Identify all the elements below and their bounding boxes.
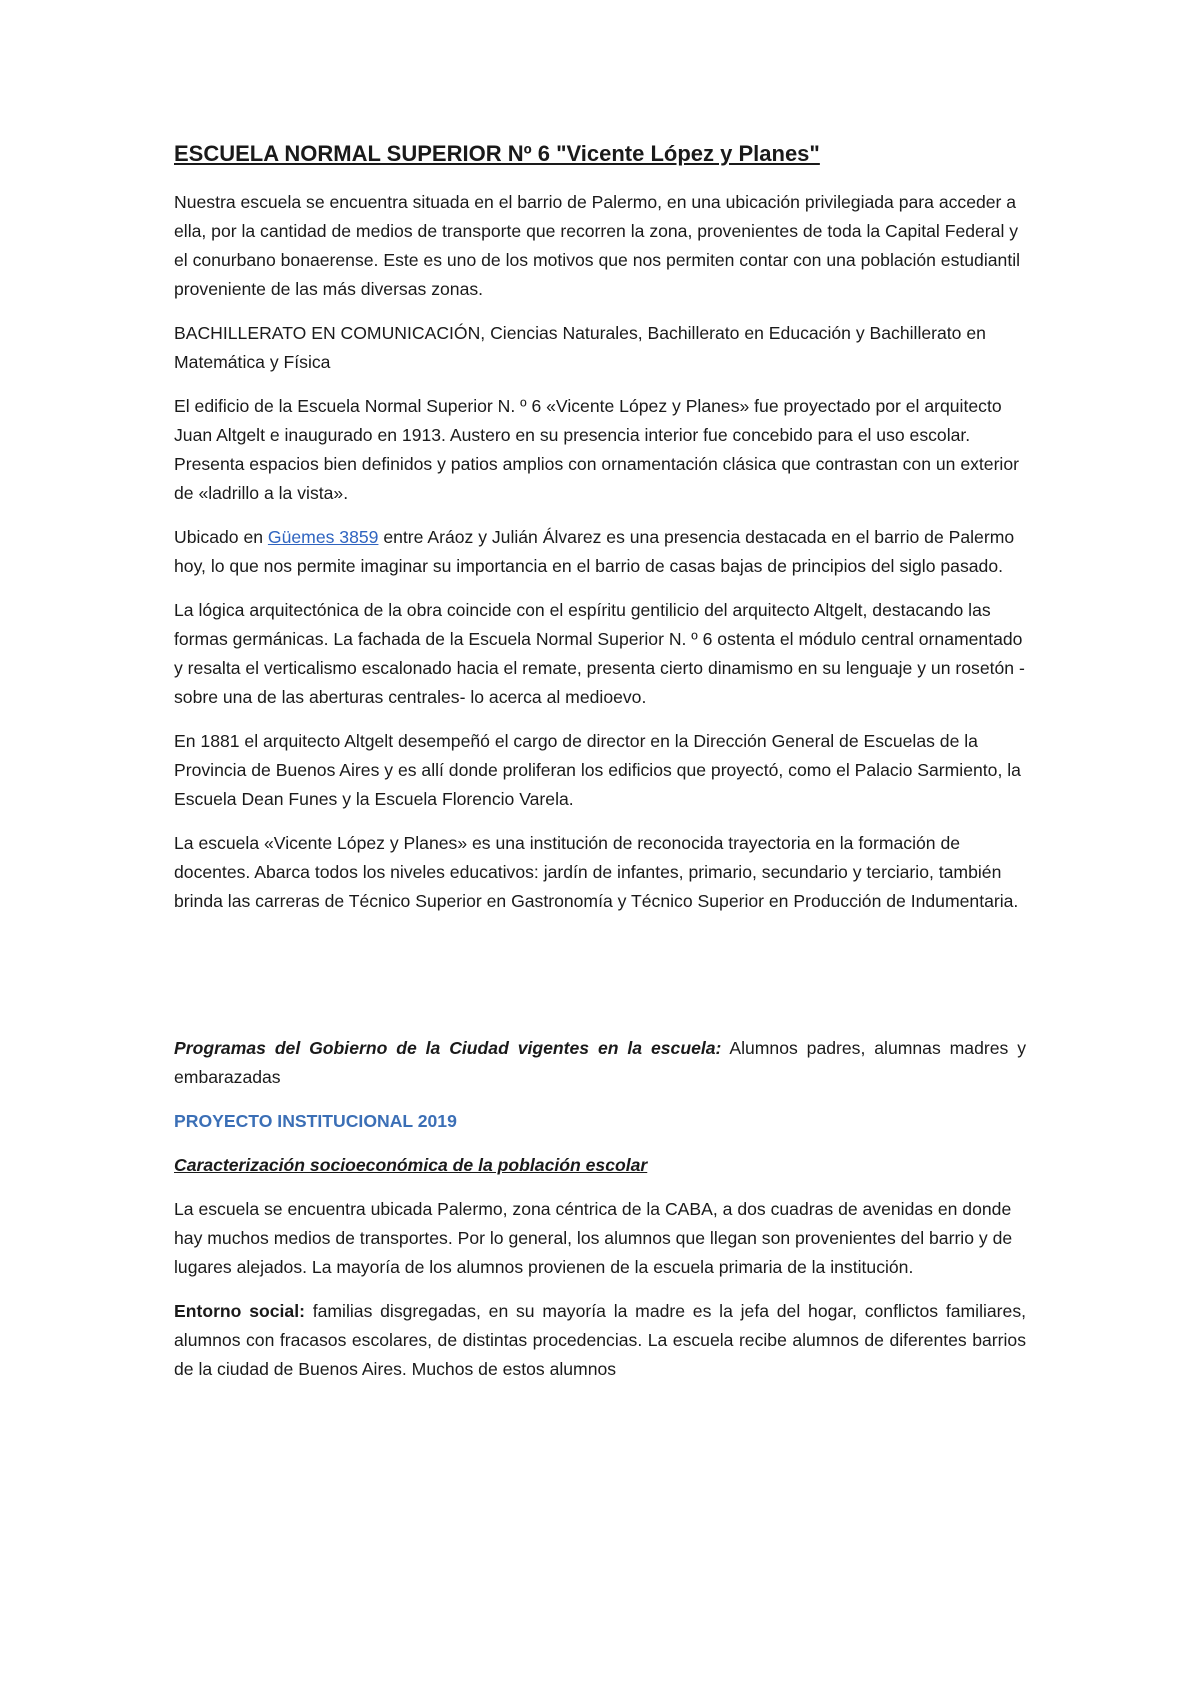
programs-text: Alumnos padres, alumnas madres y embarazadas bbox=[174, 1038, 1026, 1087]
intro-paragraph: Nuestra escuela se encuentra situada en el barrio de Palermo, en una ubicación privilegiada para acceder a ella, por la cantidad de medios de transporte que recorren la zona, provenientes de toda la Capital Federal y el conurbano bonaerense. Este es uno de los motivos que nos permiten contar con una población estudiantil proveniente de las más diversas zonas. bbox=[174, 192, 1021, 299]
socio-heading: Caracterización socioeconómica de la población escolar bbox=[174, 1155, 648, 1175]
social-text: familias disgregadas, en su mayoría la madre es la jefa del hogar, conflictos familiares, alumnos con fracasos escolares, de distintas procedencias. La escuela recibe alumnos de diferentes barrios de la ciudad de Buenos Aires. Muchos de estos alumnos bbox=[174, 1301, 1027, 1379]
project-heading: PROYECTO INSTITUCIONAL 2019 bbox=[174, 1111, 457, 1131]
programs-paragraph bbox=[174, 1034, 1026, 1092]
socio-paragraph: La escuela se encuentra ubicada Palermo, zona céntrica de la CABA, a dos cuadras de avenidas en donde hay muchos medios de transportes. Por lo general, los alumnos que llegan son provenientes del barrio y de lugares alejados. La mayoría de los alumnos provienen de la escuela primaria de la institución. bbox=[174, 1199, 1013, 1277]
address-link[interactable]: Güemes 3859 bbox=[267, 527, 379, 547]
institution-paragraph: La escuela «Vicente López y Planes» es una institución de reconocida trayectoria en la formación de docentes. Abarca todos los niveles educativos: jardín de infantes, primario, secundario y terciario, también brinda las carreras de Técnico Superior en Gastronomía y Técnico Superior en Producción de Indumentaria. bbox=[174, 833, 1019, 911]
social-paragraph bbox=[174, 1297, 1026, 1384]
orientations-paragraph: BACHILLERATO EN COMUNICACIÓN, Ciencias Naturales, Bachillerato en Educación y Bachillerato en Matemática y Física bbox=[174, 323, 986, 372]
blank-space bbox=[174, 931, 1026, 1034]
location-text-after: entre Aráoz y Julián Álvarez es una presencia destacada en el barrio de Palermo hoy, lo que nos permite imaginar su importancia en el barrio de casas bajas de principios del siglo pasado. bbox=[174, 527, 1015, 576]
document-page bbox=[174, 140, 1026, 1399]
social-label: Entorno social: bbox=[174, 1301, 305, 1321]
location-paragraph bbox=[174, 523, 1026, 581]
building-paragraph: El edificio de la Escuela Normal Superior N. º 6 «Vicente López y Planes» fue proyectado por el arquitecto Juan Altgelt e inaugurado en 1913. Austero en su presencia interior fue concebido para el uso escolar. Presenta espacios bien definidos y patios amplios con ornamentación clásica que contrastan con un exterior de «ladrillo a la vista». bbox=[174, 396, 1019, 503]
programs-label: Programas del Gobierno de la Ciudad vigentes en la escuela: bbox=[174, 1038, 722, 1058]
location-text-before: Ubicado en bbox=[174, 527, 268, 547]
page-title: ESCUELA NORMAL SUPERIOR Nº 6 "Vicente López y Planes" bbox=[174, 141, 820, 166]
architecture-paragraph: La lógica arquitectónica de la obra coincide con el espíritu gentilicio del arquitecto Altgelt, destacando las formas germánicas. La fachada de la Escuela Normal Superior N. º 6 ostenta el módulo central ornamentado y resalta el verticalismo escalonado hacia el remate, presenta cierto dinamismo en su lenguaje y un rosetón -sobre una de las aberturas centrales- lo acerca al medioevo. bbox=[174, 600, 1025, 707]
history-paragraph: En 1881 el arquitecto Altgelt desempeñó el cargo de director en la Dirección General de Escuelas de la Provincia de Buenos Aires y es allí donde proliferan los edificios que proyectó, como el Palacio Sarmiento, la Escuela Dean Funes y la Escuela Florencio Varela. bbox=[174, 731, 1021, 809]
